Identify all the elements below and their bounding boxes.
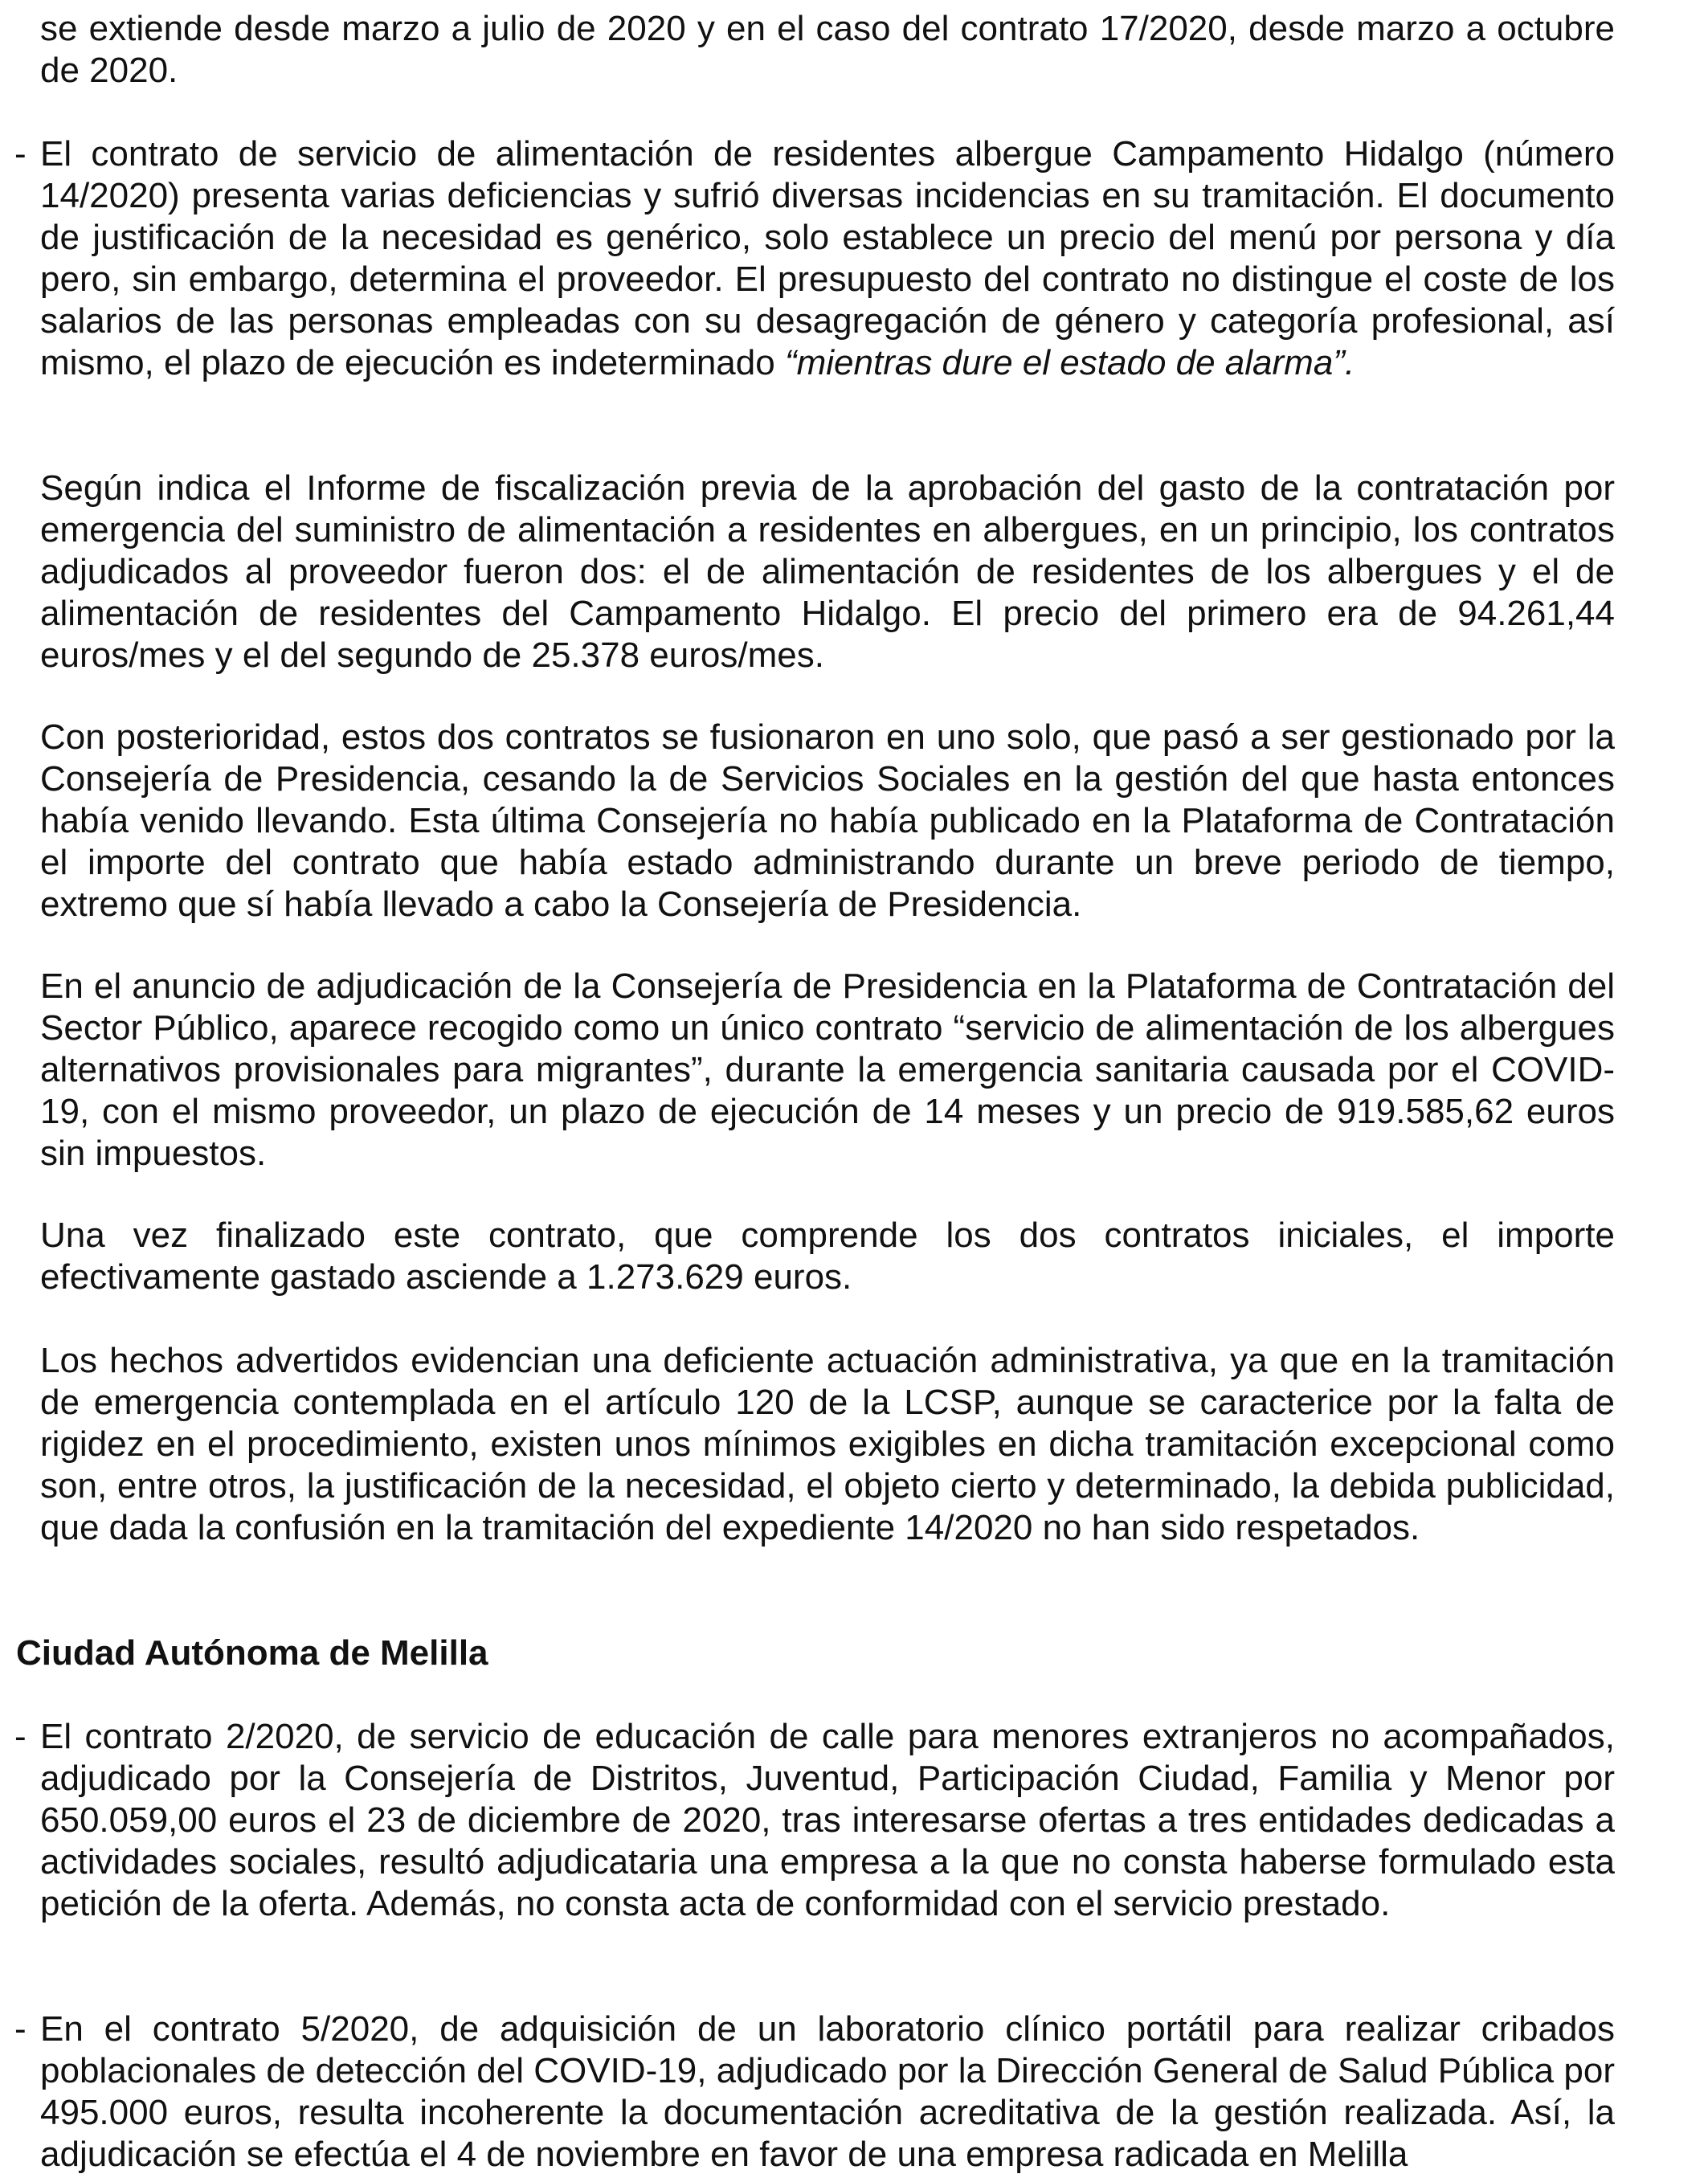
paragraph-fusion-contratos: Con posterioridad, estos dos contratos se fusionaron en uno solo, que pasó a ser gestionado por la Consejería de Presidencia, cesando la de Servicios Sociales en la gestión del que hasta entonces había venido llevando. Esta última Consejería no había publicado en la Plataforma de Contratación el importe del contrato que había estado administrando durante un breve periodo de tiempo, extremo que sí había llevado a cabo la Consejería de Presidencia. (40, 717, 1615, 924)
paragraph-importe-gastado: Una vez finalizado este contrato, que comprende los dos contratos iniciales, el importe efectivamente gastado asciende a 1.273.629 euros. (40, 1216, 1615, 1297)
paragraph-hechos-advertidos: Los hechos advertidos evidencian una deficiente actuación administrativa, ya que en la tramitación de emergencia contemplada en el artículo 120 de la LCSP, aunque se caracterice por la falta de rigidez en el procedimiento, existen unos mínimos exigibles en dicha tramitación excepcional como son, entre otros, la justificación de la necesidad, el objeto cierto y determinado, la debida publicidad, que dada la confusión en la tramitación del expediente 14/2020 no han sido respetados. (40, 1341, 1615, 1547)
list-dash: - (14, 1717, 27, 1756)
list-item-text: En el contrato 5/2020, de adquisición de un laboratorio clínico portátil para realizar cribados poblacionales de detección del COVID-19, adjudicado por la Dirección General de Salud Pública por 495.000 euros, resulta incoherente la documentación acreditativa de la gestión realizada. Así, la adjudicación se efectúa el 4 de noviembre en favor de una empresa radicada en Melilla (40, 2009, 1615, 2174)
list-item-text: El contrato de servicio de alimentación de residentes albergue Campamento Hidalgo (número 14/2020) presenta varias deficiencias y sufrió diversas incidencias en su tramitación. El documento de justificación de la necesidad es genérico, solo establece un precio del menú por persona y día pero, sin embargo, determina el proveedor. El presupuesto del contrato no distingue el coste de los salarios de las personas empleadas con su desagregación de género y categoría profesional, así mismo, el plazo de ejecución es indeterminado “mientras dure el estado de alarma”. (40, 134, 1615, 382)
italic-quote: “mientras dure el estado de alarma”. (784, 343, 1355, 382)
list-dash: - (14, 2009, 27, 2049)
list-item-text: El contrato 2/2020, de servicio de educación de calle para menores extranjeros no acompañados, adjudicado por la Consejería de Distritos, Juventud, Participación Ciudad, Familia y Menor por 650.059,00 euros el 23 de diciembre de 2020, tras interesarse ofertas a tres entidades dedicadas a actividades sociales, resultó adjudicataria una empresa a la que no consta haberse formulado esta petición de la oferta. Además, no consta acta de conformidad con el servicio prestado. (40, 1717, 1615, 1923)
paragraph-anuncio-adjudicacion: En el anuncio de adjudicación de la Consejería de Presidencia en la Plataforma de Contratación del Sector Público, aparece recogido como un único contrato “servicio de alimentación de los albergues alternativos provisionales para migrantes”, durante la emergencia sanitaria causada por el COVID-19, con el mismo proveedor, un plazo de ejecución de 14 meses y un precio de 919.585,62 euros sin impuestos. (40, 966, 1615, 1173)
list-item-contract-2-2020 (14, 1716, 1615, 1925)
list-item-contract-5-2020 (14, 2008, 1615, 2176)
section-heading: Ciudad Autónoma de Melilla (16, 1633, 488, 1673)
paragraph-informe-fiscalizacion: Según indica el Informe de fiscalización previa de la aprobación del gasto de la contratación por emergencia del suministro de alimentación a residentes en albergues, en un principio, los contratos adjudicados al proveedor fueron dos: el de alimentación de residentes de los albergues y el de alimentación de residentes del Campamento Hidalgo. El precio del primero era de 94.261,44 euros/mes y el del segundo de 25.378 euros/mes. (40, 468, 1615, 675)
paragraph-continuation: se extiende desde marzo a julio de 2020 y en el caso del contrato 17/2020, desde marzo a octubre de 2020. (40, 9, 1615, 90)
list-item-contract-14-2020 (14, 133, 1615, 384)
list-dash: - (14, 134, 27, 174)
